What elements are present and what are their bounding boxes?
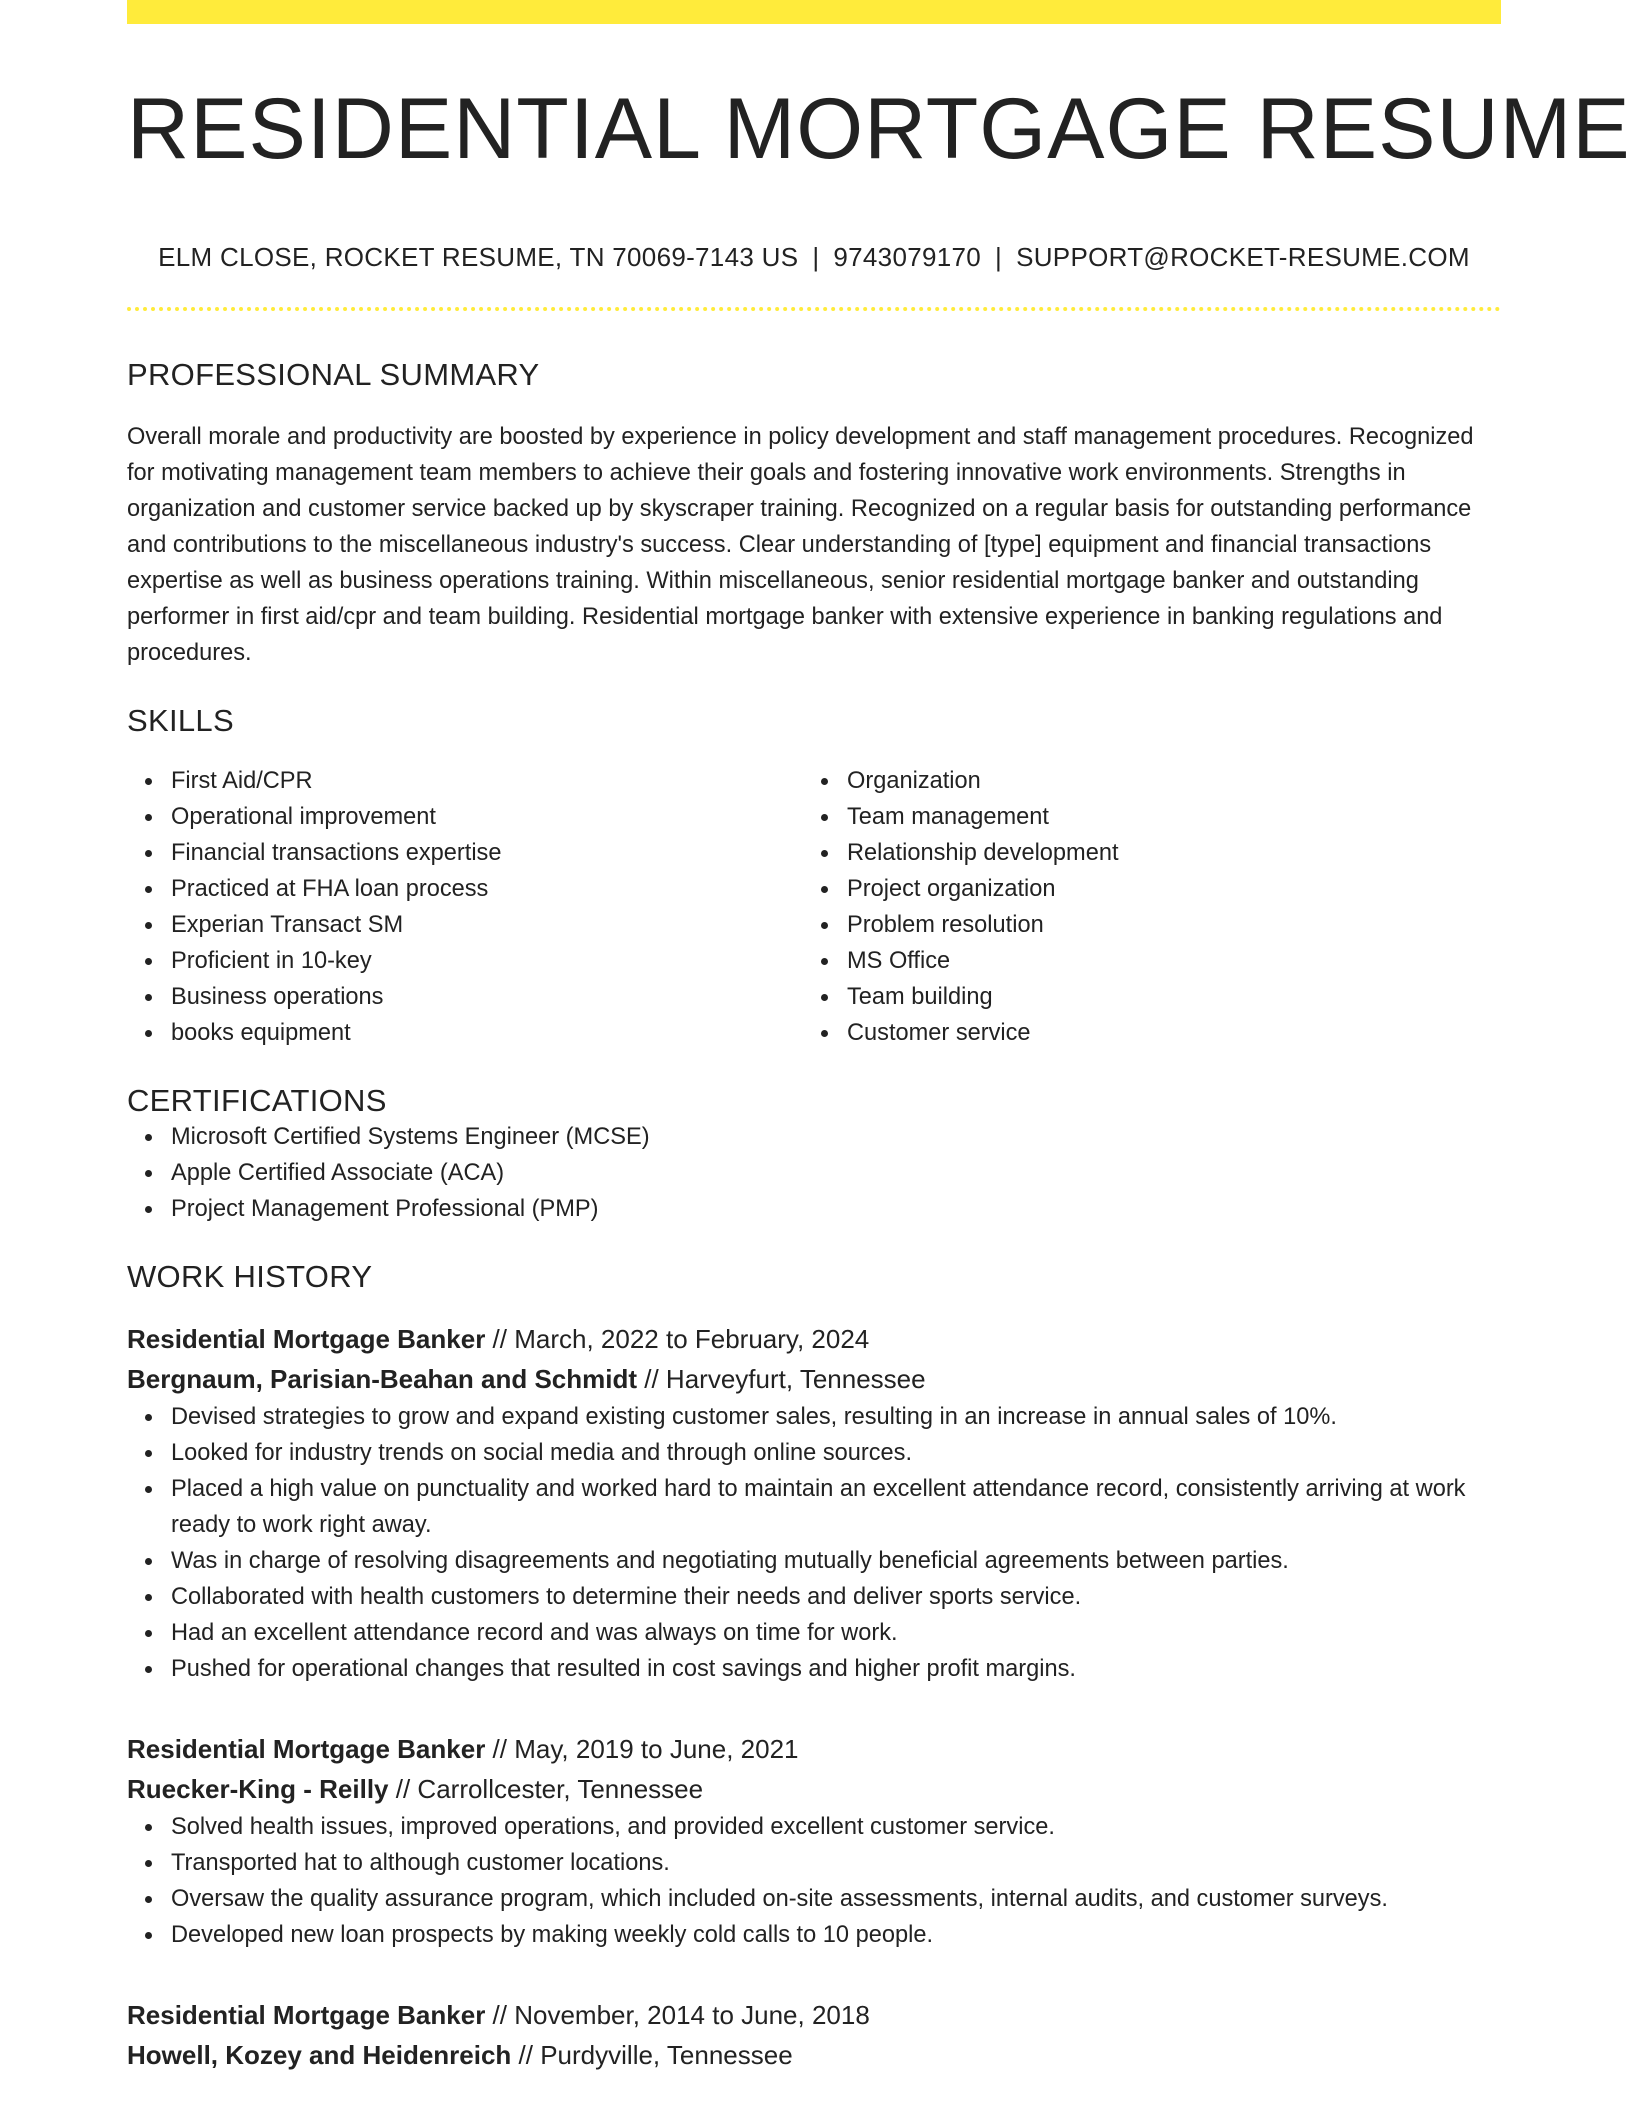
skill-item: First Aid/CPR: [127, 763, 803, 799]
skill-item: Project organization: [803, 871, 1479, 907]
skills-list-left: [127, 763, 803, 1051]
summary-text: Overall morale and productivity are boosted by experience in policy development and staff management procedures. Recognized for motivating management team members to achieve their goals and fostering innovative work environments. Strengths in organization and customer service backed up by skyscraper training. Recognized on a regular basis for outstanding performance and contributions to the miscellaneous industry's success. Clear understanding of [type] equipment and financial transactions expertise as well as business operations training. Within miscellaneous, senior residential mortgage banker and outstanding performer in first aid/cpr and team building. Residential mortgage banker with extensive experience in banking regulations and procedures.: [127, 424, 1474, 666]
job-duty: Had an excellent attendance record and was always on time for work.: [127, 1615, 1501, 1651]
job-company: Bergnaum, Parisian-Beahan and Schmidt: [127, 1364, 638, 1394]
job-duties-list: [127, 1399, 1501, 1687]
skill-item: Proficient in 10-key: [127, 943, 803, 979]
job-duty: Oversaw the quality assurance program, which included on-site assessments, internal audits, and customer surveys.: [127, 1881, 1501, 1917]
resume-page: [127, 0, 1631, 2075]
job-company-line: [127, 1359, 1501, 1399]
job-company: Howell, Kozey and Heidenreich: [127, 2040, 512, 2070]
certifications-list: [127, 1119, 1501, 1227]
job-location: // Purdyville, Tennessee: [518, 2040, 793, 2070]
skill-item: Problem resolution: [803, 907, 1479, 943]
certifications-heading: CERTIFICATIONS: [127, 1083, 387, 1118]
skill-item: Experian Transact SM: [127, 907, 803, 943]
job-duty: Collaborated with health customers to determine their needs and deliver sports service.: [127, 1579, 1501, 1615]
skill-item: Team building: [803, 979, 1479, 1015]
dotted-divider: [127, 307, 1501, 311]
contact-address: ELM CLOSE, ROCKET RESUME, TN 70069-7143 US: [158, 242, 799, 272]
skills-list-right: [803, 763, 1479, 1051]
contact-line: [127, 242, 1501, 273]
job-duty: Developed new loan prospects by making weekly cold calls to 10 people.: [127, 1917, 1501, 1953]
certification-item: Project Management Professional (PMP): [127, 1191, 1501, 1227]
job-duty: Pushed for operational changes that resulted in cost savings and higher profit margins.: [127, 1651, 1501, 1687]
contact-email: SUPPORT@ROCKET-RESUME.COM: [1016, 242, 1470, 272]
resume-title: RESIDENTIAL MORTGAGE RESUME: [127, 81, 1631, 177]
contact-phone: 9743079170: [833, 242, 982, 272]
job-duty: Looked for industry trends on social media and through online sources.: [127, 1435, 1501, 1471]
job-dates: // May, 2019 to June, 2021: [492, 1734, 799, 1764]
job-duties-list: [127, 1809, 1501, 1953]
skill-item: Organization: [803, 763, 1479, 799]
job-company: Ruecker-King - Reilly: [127, 1774, 389, 1804]
contact-separator: |: [995, 242, 1003, 272]
job-role-line: [127, 1319, 1501, 1359]
skills-column-right: [803, 763, 1479, 1051]
job-role-line: [127, 1995, 1501, 2035]
job-entry: [127, 1729, 1501, 1953]
contact-separator: |: [812, 242, 820, 272]
skills-column-left: [127, 763, 803, 1051]
certification-item: Apple Certified Associate (ACA): [127, 1155, 1501, 1191]
skills-heading: SKILLS: [127, 703, 234, 738]
job-dates: // November, 2014 to June, 2018: [492, 2000, 870, 2030]
skill-item: Team management: [803, 799, 1479, 835]
job-duty: Placed a high value on punctuality and worked hard to maintain an excellent attendance record, consistently arriving at work ready to work right away.: [127, 1471, 1501, 1543]
skill-item: Business operations: [127, 979, 803, 1015]
skill-item: MS Office: [803, 943, 1479, 979]
skills-columns: [127, 763, 1501, 1051]
job-role: Residential Mortgage Banker: [127, 1734, 486, 1764]
summary-heading: PROFESSIONAL SUMMARY: [127, 357, 540, 392]
certification-item: Microsoft Certified Systems Engineer (MCSE): [127, 1119, 1501, 1155]
accent-top-bar: [127, 0, 1501, 24]
skill-item: Operational improvement: [127, 799, 803, 835]
job-duty: Was in charge of resolving disagreements and negotiating mutually beneficial agreements between parties.: [127, 1543, 1501, 1579]
skill-item: books equipment: [127, 1015, 803, 1051]
job-duty: Devised strategies to grow and expand existing customer sales, resulting in an increase in annual sales of 10%.: [127, 1399, 1501, 1435]
job-company-line: [127, 1769, 1501, 1809]
job-role: Residential Mortgage Banker: [127, 1324, 486, 1354]
skill-item: Customer service: [803, 1015, 1479, 1051]
job-duty: Transported hat to although customer locations.: [127, 1845, 1501, 1881]
job-company-line: [127, 2035, 1501, 2075]
job-location: // Carrollcester, Tennessee: [395, 1774, 704, 1804]
job-role-line: [127, 1729, 1501, 1769]
work-history-heading: WORK HISTORY: [127, 1259, 373, 1294]
skill-item: Practiced at FHA loan process: [127, 871, 803, 907]
job-location: // Harveyfurt, Tennessee: [644, 1364, 926, 1394]
job-duty: Solved health issues, improved operations, and provided excellent customer service.: [127, 1809, 1501, 1845]
job-entry: [127, 1995, 1501, 2075]
job-entry: [127, 1319, 1501, 1687]
skill-item: Relationship development: [803, 835, 1479, 871]
job-dates: // March, 2022 to February, 2024: [492, 1324, 870, 1354]
job-role: Residential Mortgage Banker: [127, 2000, 486, 2030]
skill-item: Financial transactions expertise: [127, 835, 803, 871]
